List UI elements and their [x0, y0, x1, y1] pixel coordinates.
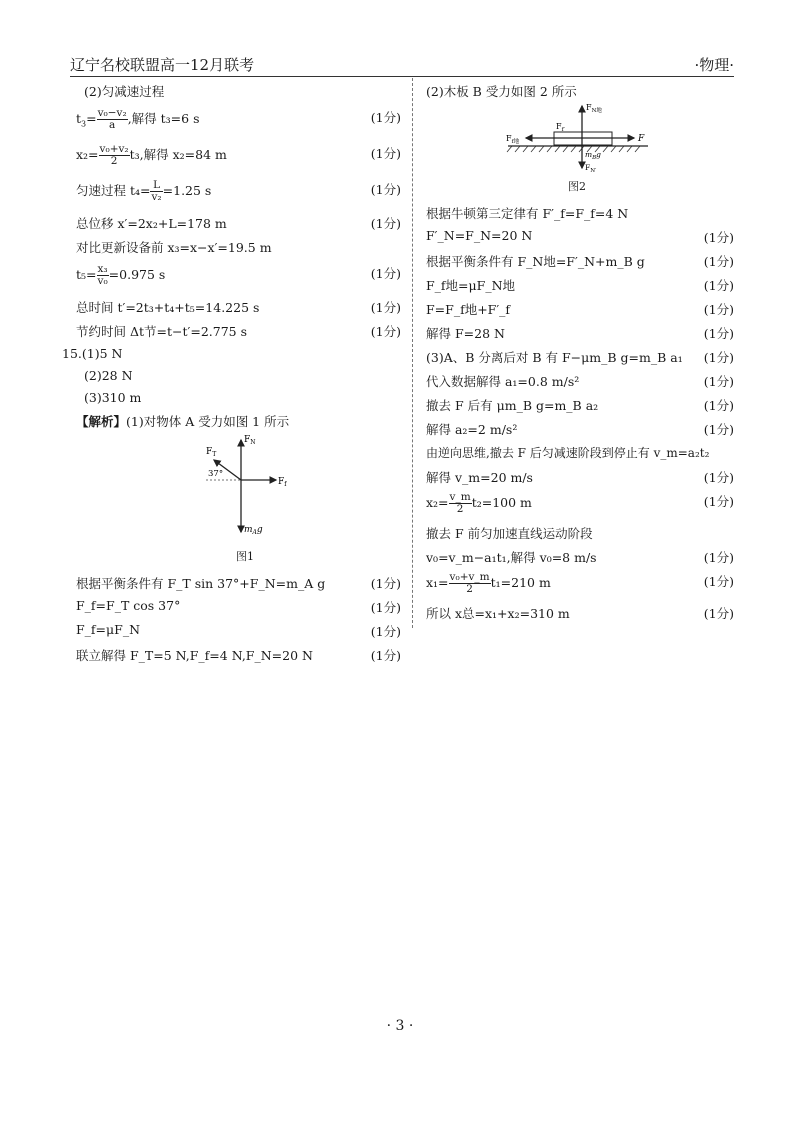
- fig2-ffd-label: $F_{f地}$: [506, 134, 520, 145]
- score: (1分): [703, 550, 734, 565]
- figure-1-caption: 图1: [236, 550, 254, 563]
- score: (1分): [370, 182, 401, 197]
- text-line: F′_N=F_N=20 N (1分): [426, 228, 734, 245]
- equation-line: x₂= $\frac{\text{v₀+v₂}}{2}$ t₃,解得 x₂=84 m (1分): [76, 143, 401, 167]
- column-divider: [412, 78, 413, 628]
- text-line: F=F_f地+F′_f (1分): [426, 302, 734, 317]
- text-line: (3)A、B 分离后对 B 有 F−μm_B g=m_B a₁ (1分): [426, 350, 734, 365]
- text-line: 解得 a₂=2 m/s² (1分): [426, 422, 734, 437]
- text-line: (2)匀减速过程: [84, 84, 165, 99]
- score: (1分): [703, 574, 734, 589]
- fig2-f-label: F: [638, 134, 645, 144]
- equation-line: $t_3=$ $\frac{\text{v₀−v₂}}{a}$ ,解得 t₃=6 s (1分): [76, 107, 401, 131]
- text-line: 代入数据解得 a₁=0.8 m/s² (1分): [426, 374, 734, 389]
- figure-2: [502, 100, 652, 174]
- text-line: F_f地=μF_N地 (1分): [426, 278, 734, 293]
- score: (1分): [703, 326, 734, 341]
- equation-line: x₁= $\frac{\text{v₀+v\_m}}{2}$ t₁=210 m (1分): [426, 571, 734, 595]
- score: (1分): [370, 324, 401, 339]
- text-line: 总位移 x′=2x₂+L=178 m (1分): [76, 216, 401, 231]
- score: (1分): [703, 398, 734, 413]
- text-line: 撤去 F 后有 μm_B g=m_B a₂ (1分): [426, 398, 734, 413]
- text-line: 解得 F=28 N (1分): [426, 326, 734, 341]
- text-line: 15.(1)5 N: [62, 346, 123, 361]
- fig1-ft-label: $F_T$: [206, 447, 217, 458]
- text-line: 由逆向思维,撤去 F 后匀减速阶段到停止有 v_m=a₂t₂: [426, 446, 710, 460]
- text-line: v₀=v_m−a₁t₁,解得 v₀=8 m/s (1分): [426, 550, 734, 565]
- text-line: 解得 v_m=20 m/s (1分): [426, 470, 734, 485]
- score: (1分): [703, 350, 734, 365]
- text-line: 根据平衡条件有 F_N地=F′_N+m_B g (1分): [426, 254, 734, 269]
- score: (1分): [703, 470, 734, 485]
- score: (1分): [703, 494, 734, 509]
- score: (1分): [370, 216, 401, 231]
- text-line: 联立解得 F_T=5 N,F_f=4 N,F_N=20 N (1分): [76, 648, 401, 663]
- fig1-angle-label: 37°: [208, 469, 224, 479]
- score: (1分): [703, 254, 734, 269]
- text-line: F_f=F_T cos 37° (1分): [76, 598, 401, 615]
- equation-line: t₅= $\frac{\text{x₃}}{\text{v₀}}$ =0.975 s (1分): [76, 263, 401, 287]
- score: (1分): [703, 422, 734, 437]
- fig2-fnp-label: $F_{N'}$: [585, 163, 597, 174]
- fig2-ff-label: $F_{f'}$: [556, 122, 565, 133]
- text-line: (2)木板 B 受力如图 2 所示: [426, 84, 577, 99]
- header-subject: ·物理·: [694, 56, 734, 74]
- score: (1分): [703, 302, 734, 317]
- header-title: 辽宁名校联盟高一12月联考: [70, 56, 255, 74]
- score: (1分): [370, 600, 401, 615]
- text-line: 撤去 F 前匀加速直线运动阶段: [426, 526, 593, 541]
- page-header: [70, 52, 734, 77]
- text-line: 对比更新设备前 x₃=x−x′=19.5 m: [76, 240, 272, 255]
- score: (1分): [370, 576, 401, 591]
- text-line: (2)28 N: [84, 368, 133, 383]
- fig1-ff-label: $F_f$: [278, 477, 287, 488]
- figure-1: [196, 432, 296, 544]
- fig1-mg-label: $m_Ag$: [244, 525, 263, 536]
- text-line: 根据牛顿第三定律有 F′_f=F_f=4 N: [426, 206, 629, 221]
- score: (1分): [370, 146, 401, 161]
- equation-line: 匀速过程 t₄= $\frac{L}{\text{v₂}}$ =1.25 s (1分): [76, 179, 401, 203]
- fig2-fn-label: $F_{N地}$: [586, 103, 602, 114]
- score: (1分): [703, 278, 734, 293]
- text-line: 【解析】(1)对物体 A 受力如图 1 所示: [76, 414, 290, 429]
- score: (1分): [370, 648, 401, 663]
- score: (1分): [370, 110, 401, 125]
- text-line: (3)310 m: [84, 390, 142, 405]
- score: (1分): [703, 374, 734, 389]
- score: (1分): [370, 266, 401, 281]
- fig2-mbg-label: $m_Bg$: [585, 150, 601, 161]
- score: (1分): [703, 230, 734, 245]
- score: (1分): [703, 606, 734, 621]
- figure-2-caption: 图2: [568, 180, 586, 193]
- fig1-fn-label: $F_N$: [244, 435, 256, 446]
- text-line: 总时间 t′=2t₃+t₄+t₅=14.225 s (1分): [76, 300, 401, 315]
- score: (1分): [370, 624, 401, 639]
- text-line: F_f=μF_N (1分): [76, 622, 401, 639]
- analysis-label: 【解析】: [76, 414, 127, 429]
- text-line: 根据平衡条件有 F_T sin 37°+F_N=m_A g (1分): [76, 576, 401, 591]
- text-line: 节约时间 Δt节=t−t′=2.775 s (1分): [76, 324, 401, 339]
- page-number: · 3 ·: [386, 1018, 414, 1034]
- text-line: 所以 x总=x₁+x₂=310 m (1分): [426, 606, 734, 621]
- equation-line: x₂= $\frac{v\_m}{2}$ t₂=100 m (1分): [426, 491, 734, 515]
- score: (1分): [370, 300, 401, 315]
